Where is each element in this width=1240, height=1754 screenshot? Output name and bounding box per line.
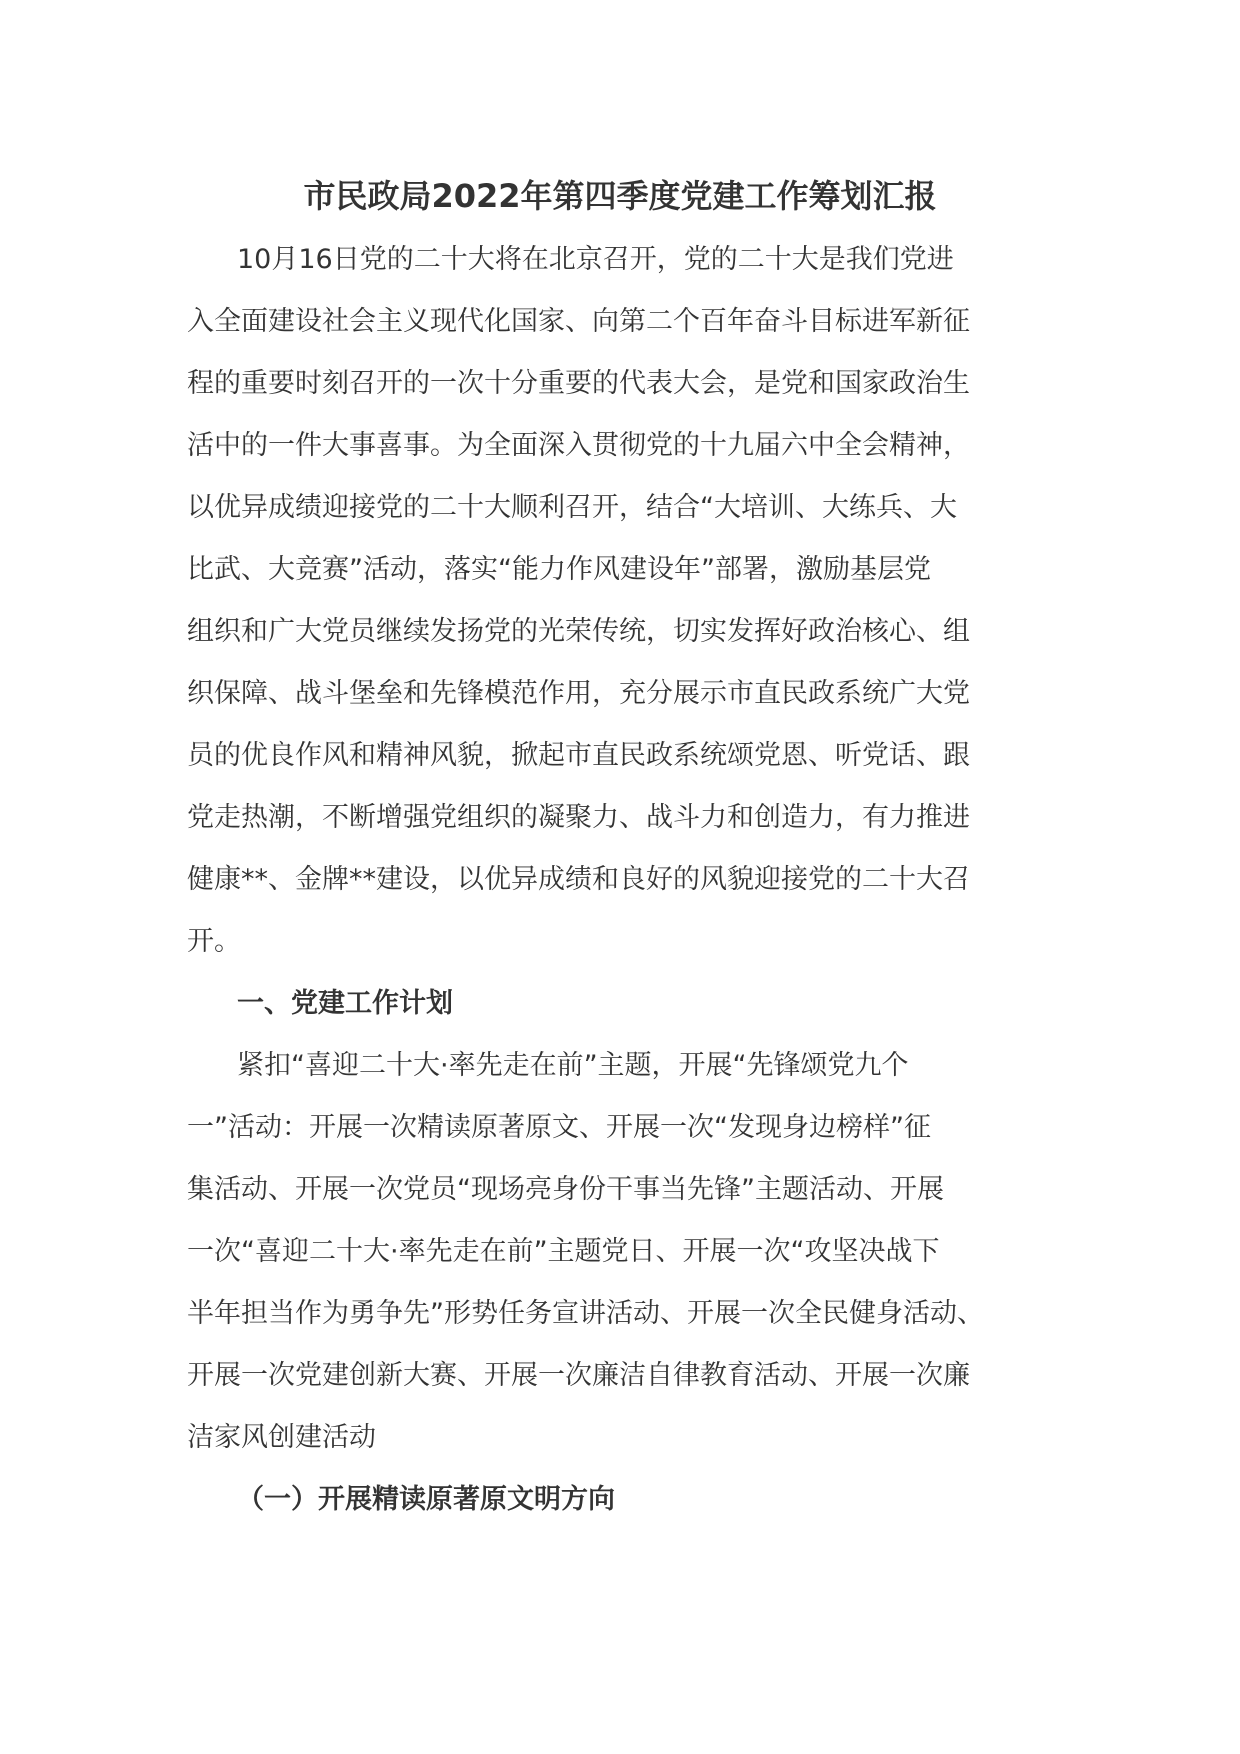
subsection-heading: （一）开展精读原著原文明方向 <box>237 1484 615 1515</box>
document-title: 市民政局2022年第四季度党建工作筹划汇报 <box>303 177 937 215</box>
intro-paragraph-line: 开。 <box>187 926 241 957</box>
intro-paragraph-line: 10月16日党的二十大将在北京召开，党的二十大是我们党进 <box>237 244 954 275</box>
intro-paragraph-line: 织保障、战斗堡垒和先锋模范作用，充分展示市直民政系统广大党 <box>187 678 970 709</box>
intro-paragraph-line: 员的优良作风和精神风貌，掀起市直民政系统颂党恩、听党话、跟 <box>187 740 970 771</box>
intro-paragraph-line: 组织和广大党员继续发扬党的光荣传统，切实发挥好政治核心、组 <box>187 616 970 647</box>
intro-paragraph-line: 健康**、金牌**建设，以优异成绩和良好的风貌迎接党的二十大召 <box>187 864 970 895</box>
intro-paragraph-line: 比武、大竞赛”活动，落实“能力作风建设年”部署，激励基层党 <box>187 554 931 585</box>
intro-paragraph-line: 党走热潮，不断增强党组织的凝聚力、战斗力和创造力，有力推进 <box>187 802 970 833</box>
section-paragraph-line: 开展一次党建创新大赛、开展一次廉洁自律教育活动、开展一次廉 <box>187 1360 970 1391</box>
section-paragraph-line: 紧扣“喜迎二十大·率先走在前”主题，开展“先锋颂党九个 <box>237 1050 909 1081</box>
section-paragraph-line: 洁家风创建活动 <box>187 1422 376 1453</box>
intro-paragraph-line: 入全面建设社会主义现代化国家、向第二个百年奋斗目标进军新征 <box>187 306 970 337</box>
section-paragraph-line: 一次“喜迎二十大·率先走在前”主题党日、开展一次“攻坚决战下 <box>187 1236 940 1267</box>
section-heading: 一、党建工作计划 <box>237 988 453 1019</box>
intro-paragraph-line: 以优异成绩迎接党的二十大顺利召开，结合“大培训、大练兵、大 <box>187 492 957 523</box>
intro-paragraph-line: 程的重要时刻召开的一次十分重要的代表大会，是党和国家政治生 <box>187 368 970 399</box>
section-paragraph-line: 一”活动：开展一次精读原著原文、开展一次“发现身边榜样”征 <box>187 1112 931 1143</box>
section-paragraph-line: 半年担当作为勇争先”形势任务宣讲活动、开展一次全民健身活动、 <box>187 1298 984 1329</box>
intro-paragraph-line: 活中的一件大事喜事。为全面深入贯彻党的十九届六中全会精神， <box>187 430 970 461</box>
section-paragraph-line: 集活动、开展一次党员“现场亮身份干事当先锋”主题活动、开展 <box>187 1174 944 1205</box>
